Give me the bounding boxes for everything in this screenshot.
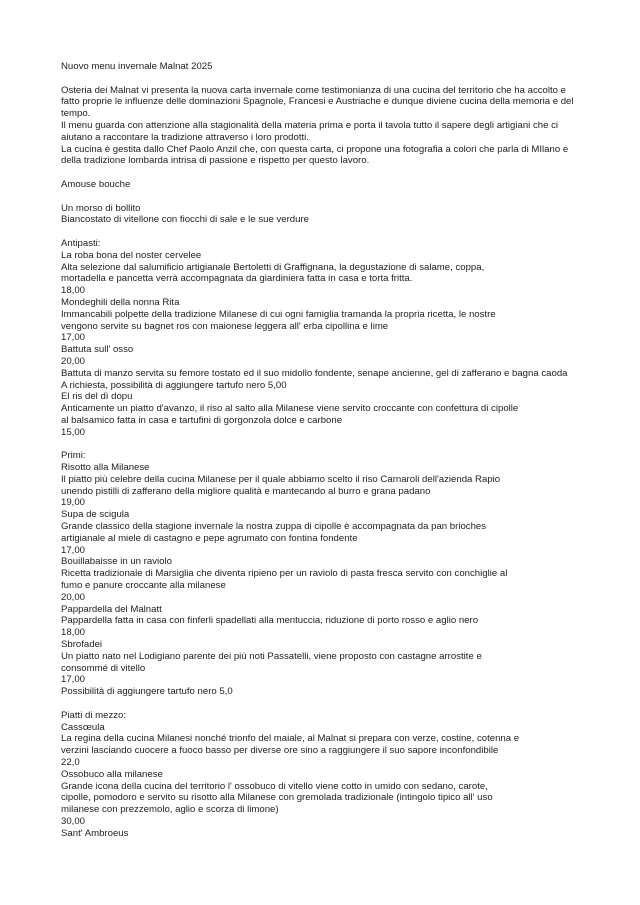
blank-line bbox=[61, 226, 586, 238]
menu-item bbox=[61, 556, 586, 603]
dish-description: consommé di vitello bbox=[61, 662, 146, 674]
dish-description: verzini lasciando cuocere a fuoco basso per diverse ore sino a raggiungere il suo sapore inconfondibile bbox=[61, 745, 499, 757]
dish-name: Ossobuco alla milanese bbox=[61, 768, 163, 780]
dish-description: Alta selezione dal salumificio artigianale Bertoletti di Graffignana, la degustazione di salame, coppa, bbox=[61, 261, 485, 273]
menu-item bbox=[61, 203, 586, 227]
dish-name: Pappardella del Malnatt bbox=[61, 603, 162, 615]
dish-description: Pappardella fatta in casa con finferli spadellati alla mentuccia, riduzione di porto rosso e aglio nero bbox=[61, 615, 479, 627]
dish-price: 17,00 bbox=[61, 674, 86, 686]
section-heading: Antipasti: bbox=[61, 237, 101, 249]
intro-line: Osteria dei Malnat vi presenta la nuova carta invernale come testimonianza di una cucina del territorio che ha accolto e bbox=[61, 84, 567, 96]
dish-description: fumo e panure croccante alla milanese bbox=[61, 580, 226, 592]
dish-note: Possibilità di aggiungere tartufo nero 5,0 bbox=[61, 686, 233, 698]
menu-item bbox=[61, 250, 586, 297]
menu-section bbox=[61, 238, 586, 450]
dish-price: 30,00 bbox=[61, 816, 86, 827]
intro-line: aiutano a raccontare la tradizione attraverso i loro prodotti. bbox=[61, 131, 309, 143]
dish-description: Biancostato di vitellone con fiocchi di sale e le sue verdure bbox=[61, 214, 309, 226]
dish-price: 19,00 bbox=[61, 497, 86, 509]
menu-item bbox=[61, 391, 586, 438]
dish-price: 20,00 bbox=[61, 591, 86, 603]
menu-item bbox=[61, 722, 586, 769]
dish-description: Battuta di manzo servita su femore tostato ed il suo midollo fondente, senape ancienne, gel di zafferano e bagna caoda bbox=[61, 367, 568, 379]
dish-description: mortadella e pancetta verrà accompagnata da giardiniera fatta in casa e torta fritta. bbox=[61, 273, 413, 285]
menu-item bbox=[61, 344, 586, 391]
menu-item bbox=[61, 828, 586, 840]
dish-name: Battuta sull' osso bbox=[61, 344, 134, 356]
menu-item bbox=[61, 462, 586, 509]
dish-description: Grande icona della cucina del territorio l' ossobuco di vitello viene cotto in umido con sedano, carote, bbox=[61, 780, 488, 792]
menu-section bbox=[61, 179, 586, 238]
dish-description: al balsamico fatta in casa e tartufini di gorgonzola dolce e carbone bbox=[61, 414, 343, 426]
dish-description: Il piatto più celebre della cucina Milanese per il quale abbiamo scelto il riso Carnaroli dell'azienda Rapio bbox=[61, 473, 501, 485]
menu-item bbox=[61, 604, 586, 639]
dish-description: cipolle, pomodoro e servito su risotto alla Milanese con gremolada tradizionale (intingolo tipico all' uso bbox=[61, 792, 493, 804]
menu-section bbox=[61, 450, 586, 710]
dish-name: Supa de scigula bbox=[61, 509, 130, 521]
intro-line: La cucina è gestita dallo Chef Paolo Anzil che, con questa carta, ci propone una fotografia a colori che parla di MIlano e bbox=[61, 143, 569, 155]
intro-line: tempo. bbox=[61, 108, 91, 120]
intro-paragraph bbox=[61, 85, 586, 168]
menu-item bbox=[61, 769, 586, 828]
intro-line: fatto proprie le influenze delle dominazioni Spagnole, Francesi e Austriache e dunque diviene cucina della memoria e del bbox=[61, 96, 574, 108]
dish-description: Un piatto nato nel Lodigiano parente dei più noti Passatelli, viene proposto con castagne arrostite e bbox=[61, 650, 482, 662]
menu-document bbox=[61, 61, 586, 840]
blank-line bbox=[61, 698, 586, 710]
dish-description: Immancabili polpette della tradizione Milanese di cui ogni famiglia tramanda la propria ricetta, le nostre bbox=[61, 308, 496, 320]
dish-name: Cassœula bbox=[61, 721, 105, 733]
dish-description: Anticamente un piatto d'avanzo, il riso al salto alla Milanese viene servito croccante con confettura di cipolle bbox=[61, 403, 519, 415]
dish-name: Un morso di bollito bbox=[61, 202, 141, 214]
intro-line: Il menu guarda con attenzione alla stagionalità della materia prima e porta il tavola tutto il sapere degli artigiani che ci bbox=[61, 119, 559, 131]
dish-name: Bouillabaisse in un raviolo bbox=[61, 556, 172, 568]
dish-price: 18,00 bbox=[61, 627, 86, 639]
blank-line bbox=[61, 439, 586, 451]
menu-item bbox=[61, 639, 586, 698]
blank-line bbox=[61, 73, 586, 85]
section-heading: Primi: bbox=[61, 450, 86, 462]
dish-price: 17,00 bbox=[61, 544, 86, 556]
dish-price: 15,00 bbox=[61, 426, 86, 438]
section-heading: Piatti di mezzo: bbox=[61, 709, 127, 721]
dish-description: Grande classico della stagione invernale la nostra zuppa di cipolle è accompagnata da pan brioches bbox=[61, 521, 487, 533]
dish-price: 20,00 bbox=[61, 355, 86, 367]
menu-sections bbox=[61, 179, 586, 840]
dish-price: 18,00 bbox=[61, 285, 86, 297]
dish-description: milanese con prezzemolo, aglio e scorza di limone) bbox=[61, 804, 279, 816]
document-title: Nuovo menu invernale Malnat 2025 bbox=[61, 61, 213, 72]
dish-description: artigianale al miele di castagno e pepe agrumato con fontina fondente bbox=[61, 532, 358, 544]
dish-name: La roba bona del noster cervelee bbox=[61, 249, 202, 261]
blank-line bbox=[61, 167, 586, 179]
dish-price: 22,0 bbox=[61, 757, 80, 769]
dish-description: Ricetta tradizionale di Marsiglia che diventa ripieno per un raviolo di pasta fresca servito con conchiglie al bbox=[61, 568, 508, 580]
dish-description: vengono servite su bagnet ros con maionese leggera all' erba cipollina e lime bbox=[61, 320, 389, 332]
dish-price: 17,00 bbox=[61, 332, 86, 344]
intro-line: della tradizione lombarda intrisa di passione e rispetto per questo lavoro. bbox=[61, 155, 370, 167]
section-heading: Amouse bouche bbox=[61, 178, 131, 190]
dish-name: Sant' Ambroeus bbox=[61, 827, 129, 839]
dish-description: unendo pistilli di zafferano della migliore qualità e mantecando al burro e grana padano bbox=[61, 485, 431, 497]
menu-section bbox=[61, 710, 586, 840]
dish-name: Mondeghili della nonna Rita bbox=[61, 296, 180, 308]
dish-name: El ris del dì dopu bbox=[61, 391, 133, 403]
menu-item bbox=[61, 509, 586, 556]
dish-name: Sbrofadei bbox=[61, 639, 103, 651]
dish-note: A richiesta, possibilità di aggiungere tartufo nero 5,00 bbox=[61, 379, 287, 391]
dish-description: La regina della cucina Milanesi nonché trionfo del maiale, al Malnat si prepara con verze, costine, cotenna e bbox=[61, 733, 520, 745]
menu-item bbox=[61, 297, 586, 344]
dish-name: Risotto alla Milanese bbox=[61, 462, 150, 474]
blank-line bbox=[61, 191, 586, 203]
